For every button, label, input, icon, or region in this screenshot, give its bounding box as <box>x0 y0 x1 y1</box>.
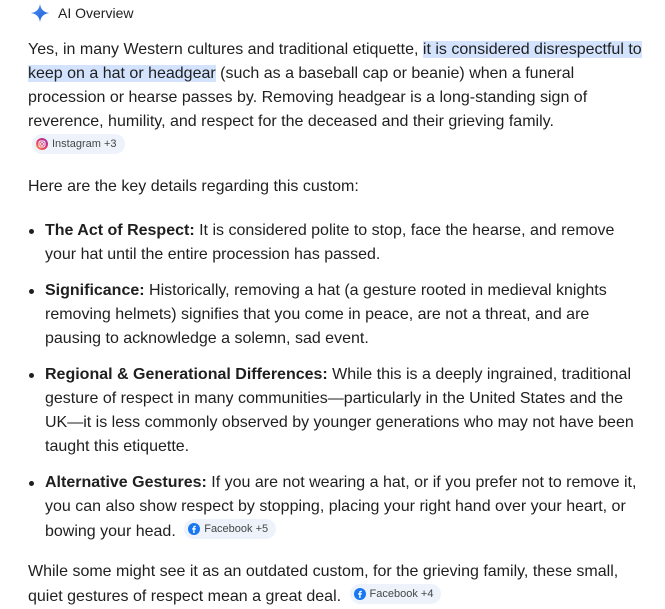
answer-lead: Yes, in many Western cultures and traditional etiquette, <box>28 41 423 58</box>
source-chip-facebook[interactable] <box>350 584 442 604</box>
details-list <box>28 219 643 544</box>
instagram-icon <box>36 138 48 150</box>
list-item <box>28 219 643 267</box>
source-chip-label: Facebook +5 <box>204 523 269 535</box>
intro-text: Here are the key details regarding this custom: <box>28 178 359 195</box>
bullet-dot <box>29 373 34 378</box>
answer-body <box>28 38 643 609</box>
bullet-dot <box>29 289 34 294</box>
source-chip-label: Instagram +3 <box>52 138 117 150</box>
list-item-text: Historically, removing a hat (a gesture rooted in medieval knights removing helmets) signifies that you come in peace, are not a threat, and are pausing to acknowledge a solemn, sad event. <box>45 282 607 347</box>
bullet-dot <box>29 481 34 486</box>
closing-text: While some might see it as an outdated custom, for the grieving family, these small, quiet gestures of respect mean a great deal. <box>28 563 619 605</box>
source-chip-instagram[interactable] <box>32 134 125 154</box>
list-item-text: It is considered polite to stop, face the hearse, and remove your hat until the entire procession has passed. <box>45 222 615 263</box>
source-chip-facebook[interactable] <box>184 519 276 539</box>
answer-rest: (such as a baseball cap or beanie) when a funeral procession or hearse passes by. Removing headgear is a long-standing sign of reverence, humility, and respect for the deceased and their grieving family. <box>28 65 588 130</box>
list-item-title: Alternative Gestures: <box>45 474 207 491</box>
facebook-icon <box>188 523 200 535</box>
list-item-title: The Act of Respect: <box>45 222 195 239</box>
list-item-text: While this is a deeply ingrained, traditional gesture of respect in many communities—particularly in the United States and the UK—it is less commonly observed by younger generations who may not have been taught this etiquette. <box>45 366 634 455</box>
answer-highlight: it is considered disrespectful to keep on a hat or headgear <box>28 41 642 82</box>
answer-paragraph <box>28 38 643 159</box>
list-item-title: Regional & Generational Differences: <box>45 366 328 383</box>
list-item <box>28 279 643 351</box>
ai-overview-header <box>30 2 133 24</box>
closing-paragraph <box>28 560 643 609</box>
sparkle-icon <box>30 3 50 23</box>
source-chip-label: Facebook +4 <box>369 588 434 600</box>
list-item <box>28 471 643 544</box>
list-item-text: If you are not wearing a hat, or if you prefer not to remove it, you can also show respect by stopping, placing your right hand over your heart, or bowing your head. <box>45 474 637 540</box>
bullet-dot <box>29 229 34 234</box>
list-item <box>28 363 643 459</box>
list-item-title: Significance: <box>45 282 145 299</box>
ai-overview-title: AI Overview <box>58 5 134 21</box>
facebook-icon <box>354 588 366 600</box>
